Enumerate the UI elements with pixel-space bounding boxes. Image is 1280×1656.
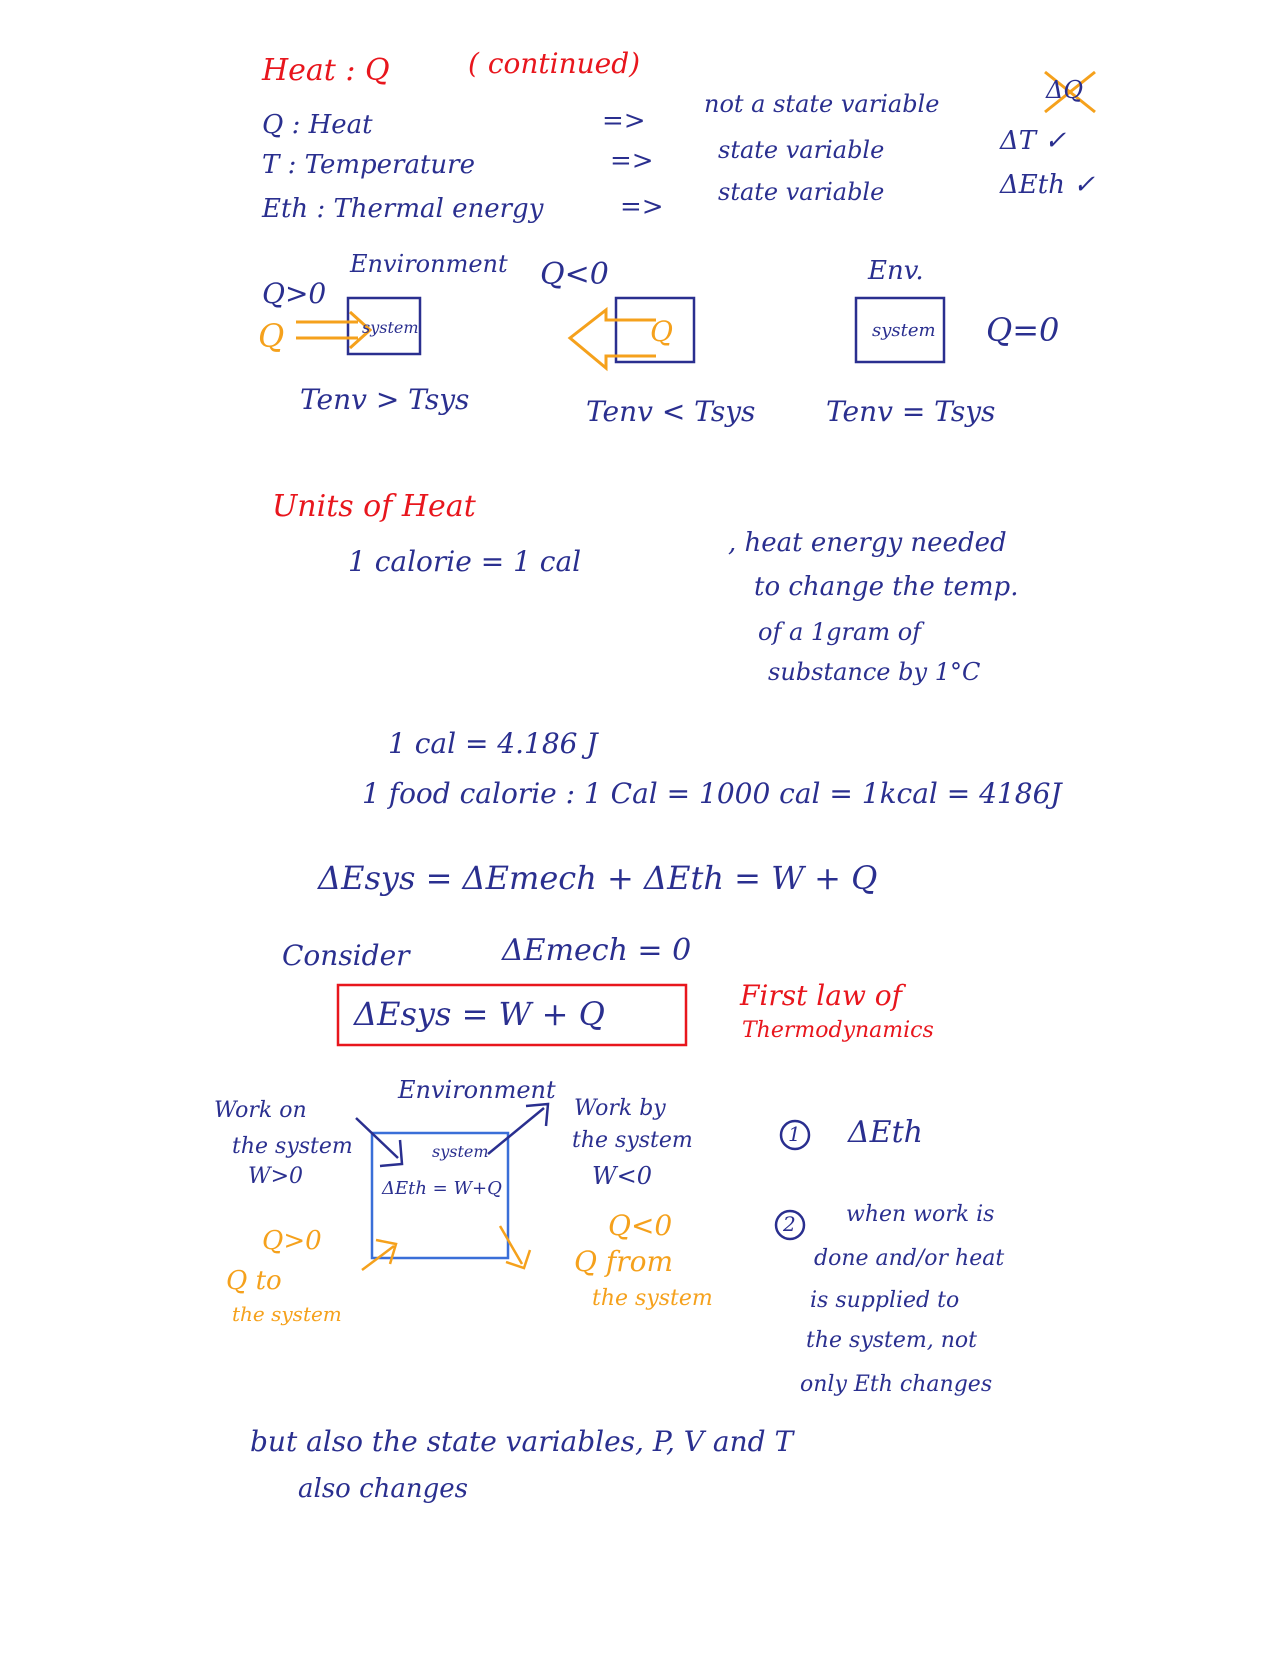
definition-line-1: , heat energy needed: [728, 528, 1007, 558]
bottom-line-1: but also the state variables, P, V and T: [250, 1425, 794, 1458]
state-row-e-arrow: =>: [620, 192, 664, 222]
case2-relation: Tenv < Tsys: [586, 395, 756, 428]
heat-out-diagram-arrow: [500, 1226, 530, 1268]
consider-label: Consider: [282, 939, 410, 972]
case1-box-label: system: [362, 318, 419, 337]
state-row-t-mark: ΔT ✓: [1000, 126, 1067, 156]
state-row-e-symbol: Eth : Thermal energy: [262, 194, 544, 224]
state-row-q-symbol: Q : Heat: [262, 110, 373, 140]
food-calorie-equation: 1 food calorie : 1 Cal = 1000 cal = 1kcal = 4186J: [362, 777, 1062, 810]
bottom-line-2: also changes: [298, 1474, 469, 1504]
first-law-label-2: Thermodynamics: [742, 1018, 934, 1043]
definition-line-3: of a 1gram of: [758, 618, 922, 646]
definition-line-4: substance by 1°C: [768, 658, 981, 686]
q-in-line-1: Q>0: [262, 1226, 322, 1256]
title-heat-q: Heat : Q: [262, 53, 390, 88]
state-row-e-mark: ΔEth ✓: [1000, 170, 1095, 200]
case1-q: Q: [258, 317, 285, 355]
heat-in-diagram-arrow: [362, 1240, 396, 1270]
consider-equation: ΔEmech = 0: [502, 933, 692, 968]
heat-in-arrow: [296, 312, 370, 348]
work-on-line-3: W>0: [248, 1164, 304, 1189]
q-in-line-3: the system: [232, 1302, 342, 1326]
work-by-line-2: the system: [572, 1128, 693, 1153]
case2-sign: Q<0: [540, 257, 609, 292]
case3-env-label: Env.: [868, 256, 924, 286]
heat-out-arrow: [570, 310, 656, 368]
first-law-label-1: First law of: [740, 979, 903, 1012]
state-row-t-arrow: =>: [610, 146, 654, 176]
state-row-q-desc: not a state variable: [704, 90, 940, 118]
diagram-box-label: system: [432, 1142, 489, 1161]
case1-relation: Tenv > Tsys: [300, 383, 470, 416]
units-heading: Units of Heat: [272, 489, 476, 524]
cal-to-joule-equation: 1 cal = 4.186 J: [388, 727, 598, 760]
q-in-line-2: Q to: [226, 1266, 282, 1296]
state-row-q-arrow: =>: [602, 106, 646, 136]
work-by-line-1: Work by: [574, 1096, 666, 1121]
q-out-line-3: the system: [592, 1286, 713, 1311]
first-law-equation: ΔEsys = W + Q: [354, 995, 605, 1033]
case3-q-value: Q=0: [986, 311, 1060, 349]
diagram-env-label: Environment: [398, 1076, 556, 1104]
case1-sign: Q>0: [262, 277, 327, 310]
work-on-arrow: [356, 1118, 402, 1166]
work-on-line-1: Work on: [214, 1098, 307, 1123]
note-1-text: ΔEth: [848, 1115, 923, 1150]
state-row-q-mark: ΔQ: [1046, 76, 1084, 104]
work-by-arrow: [488, 1104, 548, 1154]
q-out-line-2: Q from: [574, 1245, 674, 1278]
note-2-number: 2: [783, 1212, 796, 1236]
note-2-line-1: when work is: [846, 1202, 995, 1227]
energy-balance-equation: ΔEsys = ΔEmech + ΔEth = W + Q: [318, 859, 878, 897]
note-1-number: 1: [788, 1122, 801, 1146]
work-on-line-2: the system: [232, 1134, 353, 1159]
diagram-box-equation: ΔEth = W+Q: [382, 1178, 502, 1199]
case3-box-label: system: [872, 320, 936, 341]
state-row-t-desc: state variable: [718, 136, 885, 164]
work-by-line-3: W<0: [592, 1162, 653, 1190]
note-2-line-3: is supplied to: [810, 1288, 960, 1313]
state-row-e-desc: state variable: [718, 178, 885, 206]
note-2-line-2: done and/or heat: [814, 1246, 1005, 1271]
case2-q: Q: [650, 315, 673, 348]
note-2-line-4: the system, not: [806, 1328, 977, 1353]
definition-line-2: to change the temp.: [754, 572, 1019, 602]
title-continued: ( continued): [468, 47, 641, 80]
case3-relation: Tenv = Tsys: [826, 395, 996, 428]
case1-env-label: Environment: [350, 250, 508, 278]
calorie-definition: 1 calorie = 1 cal: [348, 545, 582, 578]
note-2-line-5: only Eth changes: [800, 1372, 993, 1397]
q-out-line-1: Q<0: [608, 1209, 673, 1242]
state-row-t-symbol: T : Temperature: [262, 150, 475, 180]
